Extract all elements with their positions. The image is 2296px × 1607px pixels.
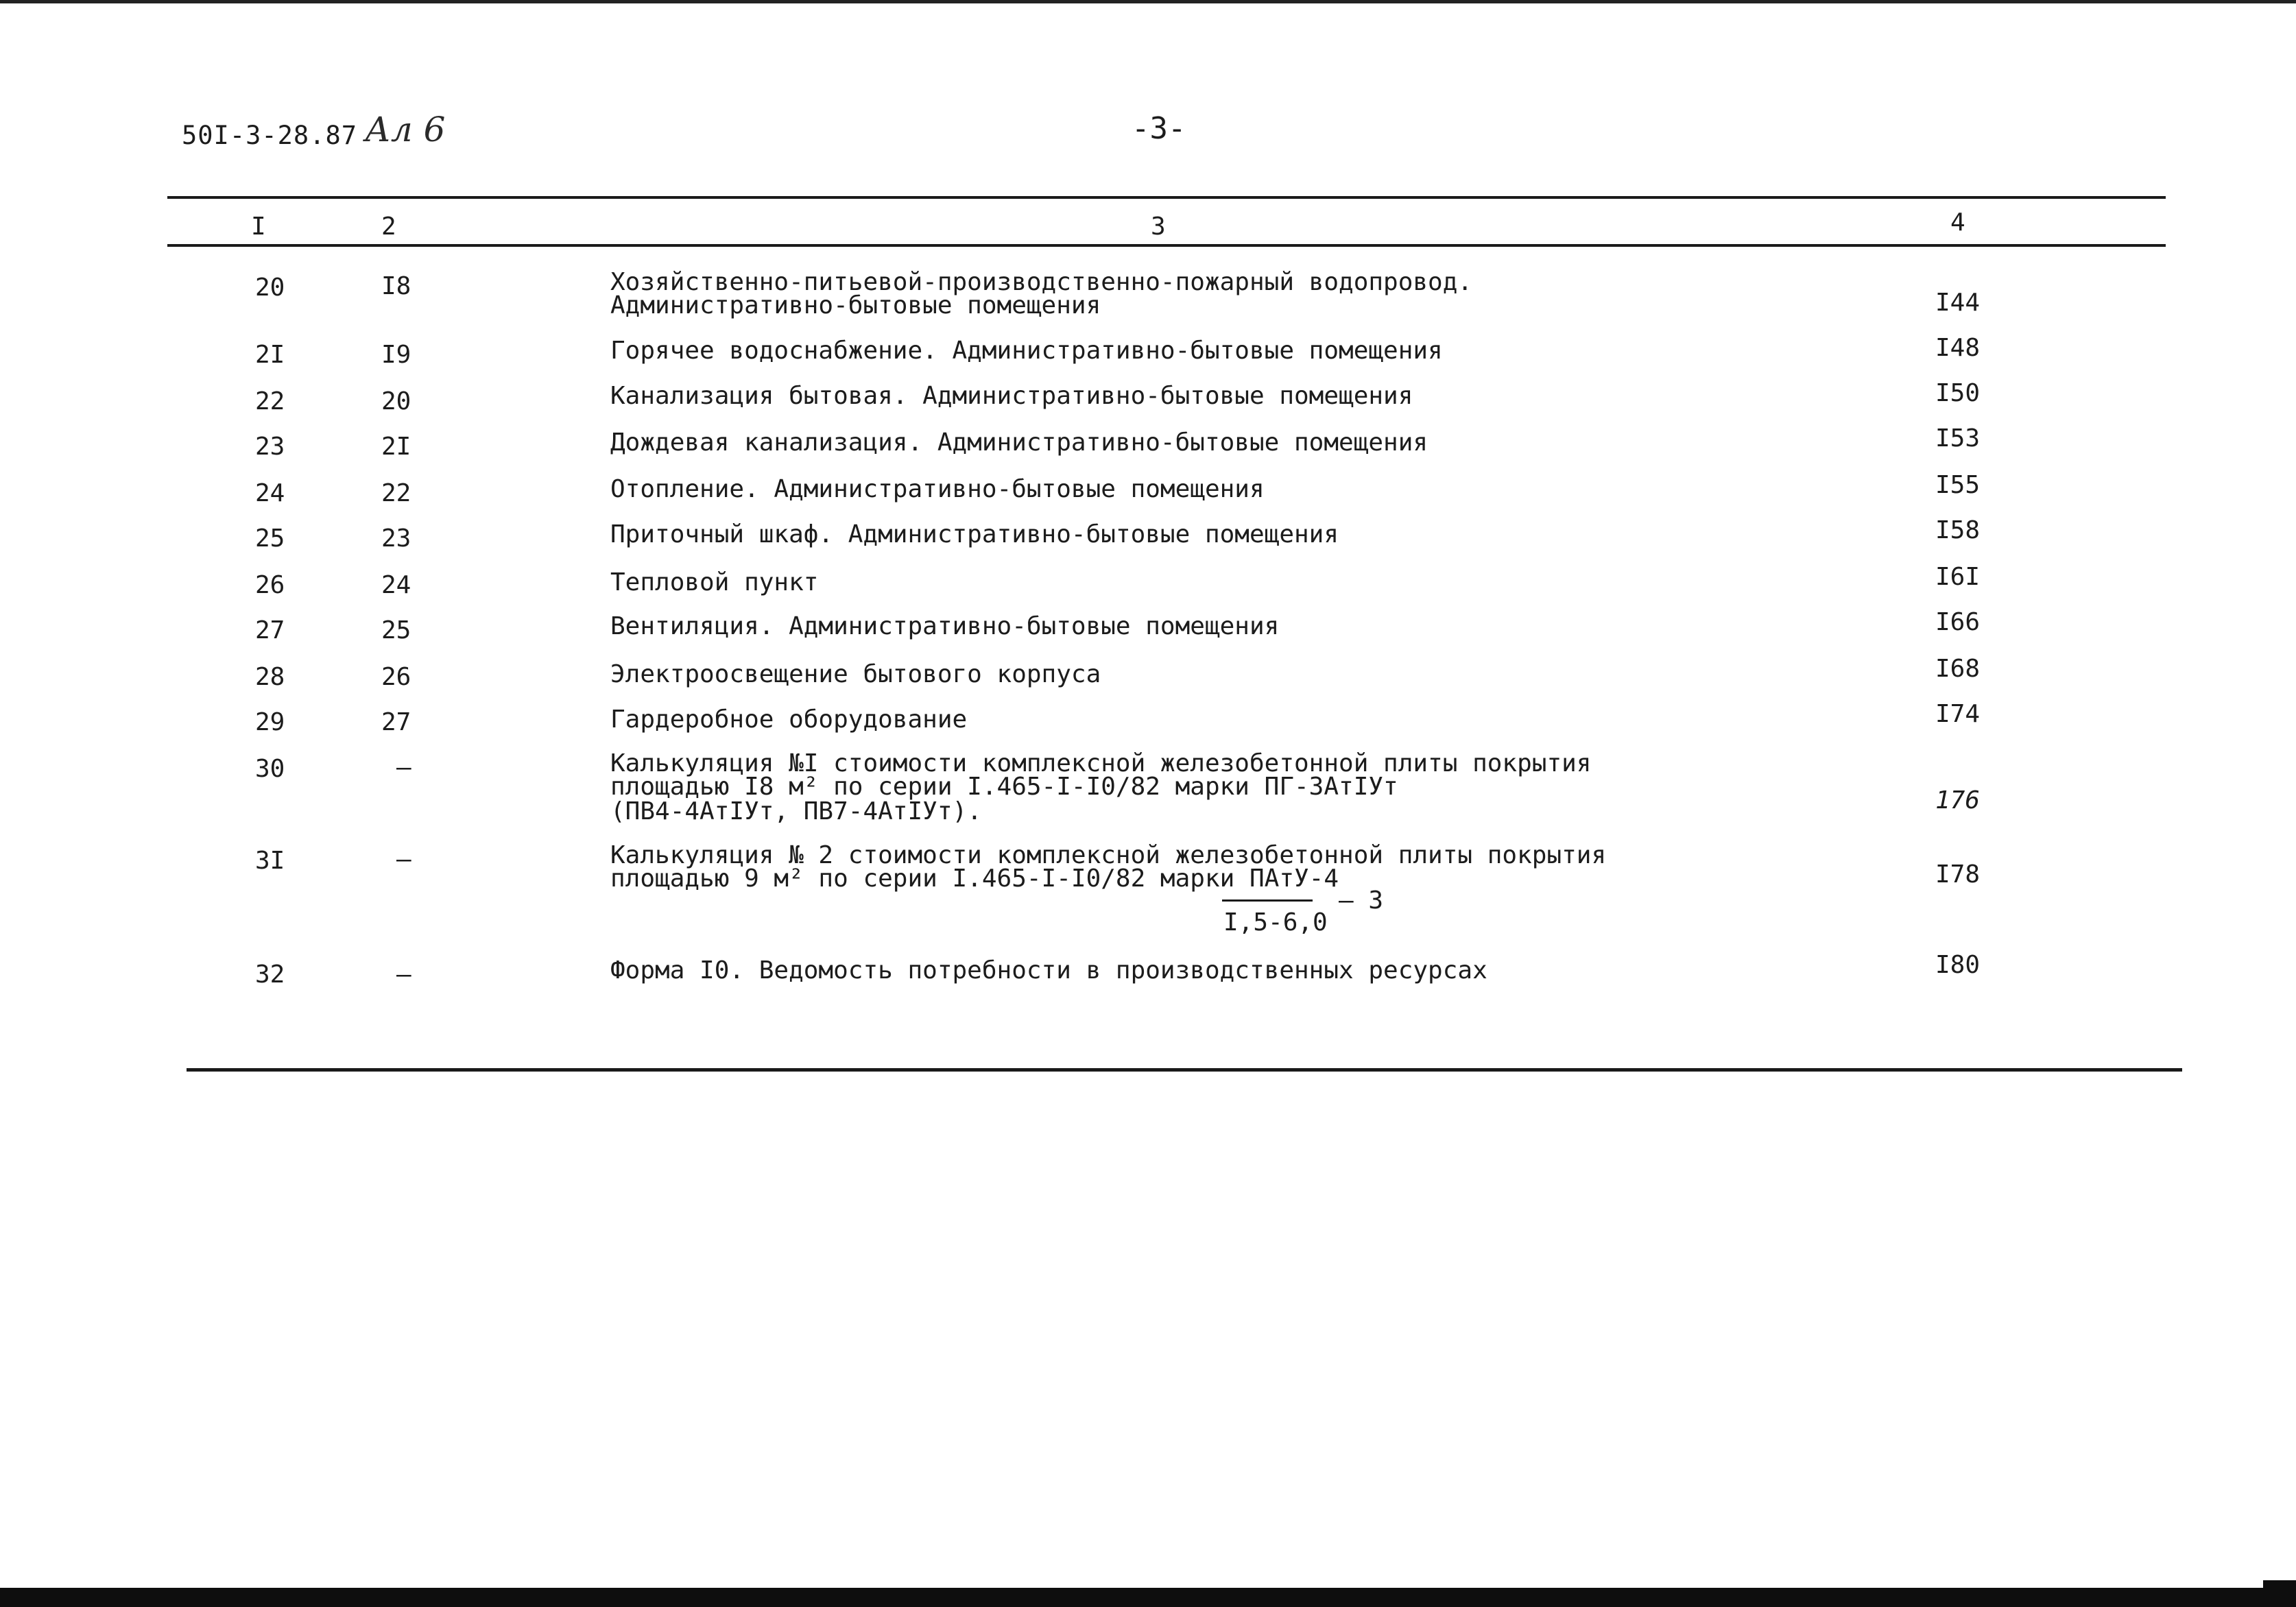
sheet-number: I8	[381, 272, 411, 300]
row-title-line: (ПВ4-4АтIУт, ПВ7-4АтIУт).	[610, 797, 982, 825]
table-bottom-rule	[187, 1068, 2182, 1072]
row-number: 28	[255, 663, 285, 691]
page-ref: I44	[1935, 289, 1981, 317]
page-ref: I58	[1935, 516, 1981, 544]
row-title-line: площадью I8 м² по серии I.465-I-I0/82 марки ПГ-3АтIУт	[610, 773, 1398, 801]
sheet-number: 24	[381, 571, 411, 599]
row-title-line: Электроосвещение бытового корпуса	[610, 660, 1101, 688]
row-number: 22	[255, 387, 285, 415]
sheet-number: 2I	[381, 433, 411, 461]
row-title-line: Отопление. Административно-бытовые помещения	[610, 475, 1265, 503]
row-number: 29	[255, 708, 285, 736]
sheet-number: –	[396, 960, 411, 989]
row-number: 23	[255, 433, 285, 461]
document-code: 50I-3-28.87	[182, 121, 358, 150]
row-title-line: Хозяйственно-питьевой-производственно-пожарный водопровод.	[610, 268, 1473, 296]
scan-corner-edge	[2263, 1580, 2296, 1607]
sheet-number: –	[396, 753, 411, 782]
table-header-rule	[167, 244, 2166, 247]
column-header-2: 2	[381, 213, 396, 241]
page-ref: I50	[1935, 379, 1981, 407]
row-number: 24	[255, 479, 285, 507]
page-ref: I74	[1935, 700, 1981, 728]
page-ref: I80	[1935, 951, 1981, 979]
fraction-denominator: I,5-6,0	[1223, 908, 1328, 937]
page-ref: I6I	[1935, 563, 1981, 591]
fraction-suffix: – 3	[1339, 886, 1384, 915]
handwritten-sheet-mark: Ал 6	[365, 110, 446, 149]
row-number: 3I	[255, 847, 285, 875]
page-ref: I68	[1935, 655, 1981, 683]
page-ref: I78	[1935, 860, 1981, 889]
row-title-line: Дождевая канализация. Административно-бытовые помещения	[610, 428, 1428, 457]
page-ref: I48	[1935, 334, 1981, 362]
row-number: 32	[255, 960, 285, 989]
table-top-rule	[167, 196, 2166, 199]
row-number: 26	[255, 571, 285, 599]
row-number: 25	[255, 524, 285, 553]
fraction-bar	[1222, 899, 1313, 902]
page-number: -3-	[1132, 111, 1186, 146]
row-title-line: Гардеробное оборудование	[610, 705, 968, 734]
page-ref: I55	[1935, 471, 1981, 499]
row-title-line: Калькуляция №I стоимости комплексной железобетонной плиты покрытия	[610, 749, 1592, 777]
sheet-number: 20	[381, 387, 411, 415]
column-header-4: 4	[1950, 208, 1965, 237]
sheet-number: 27	[381, 708, 411, 736]
page-ref: 176	[1935, 786, 1981, 814]
row-title-line: Тепловой пункт	[610, 568, 819, 596]
column-header-3: 3	[1151, 213, 1166, 241]
row-title-line: Административно-бытовые помещения	[610, 291, 1101, 319]
page-ref: I53	[1935, 424, 1981, 452]
column-header-1: I	[251, 213, 266, 241]
sheet-number: I9	[381, 341, 411, 369]
row-title-line: Приточный шкаф. Административно-бытовые помещения	[610, 520, 1339, 548]
row-number: 30	[255, 755, 285, 783]
sheet-number: 22	[381, 479, 411, 507]
sheet-number: 25	[381, 616, 411, 644]
scan-bottom-edge	[0, 1588, 2296, 1607]
sheet-number: –	[396, 845, 411, 873]
row-title-line: площадью 9 м² по серии I.465-I-I0/82 марки ПАтУ-4	[610, 865, 1339, 893]
row-title-line: Канализация бытовая. Административно-бытовые помещения	[610, 382, 1413, 410]
sheet-number: 26	[381, 663, 411, 691]
row-title-line: Форма I0. Ведомость потребности в производственных ресурсах	[610, 956, 1487, 984]
page-ref: I66	[1935, 608, 1981, 636]
row-number: 20	[255, 274, 285, 302]
row-title-line: Калькуляция № 2 стоимости комплексной железобетонной плиты покрытия	[610, 841, 1607, 869]
scan-top-edge	[0, 0, 2296, 3]
row-number: 27	[255, 616, 285, 644]
sheet-number: 23	[381, 524, 411, 553]
row-title-line: Вентиляция. Административно-бытовые помещения	[610, 612, 1280, 640]
row-title-line: Горячее водоснабжение. Административно-бытовые помещения	[610, 337, 1443, 365]
row-number: 2I	[255, 341, 285, 369]
